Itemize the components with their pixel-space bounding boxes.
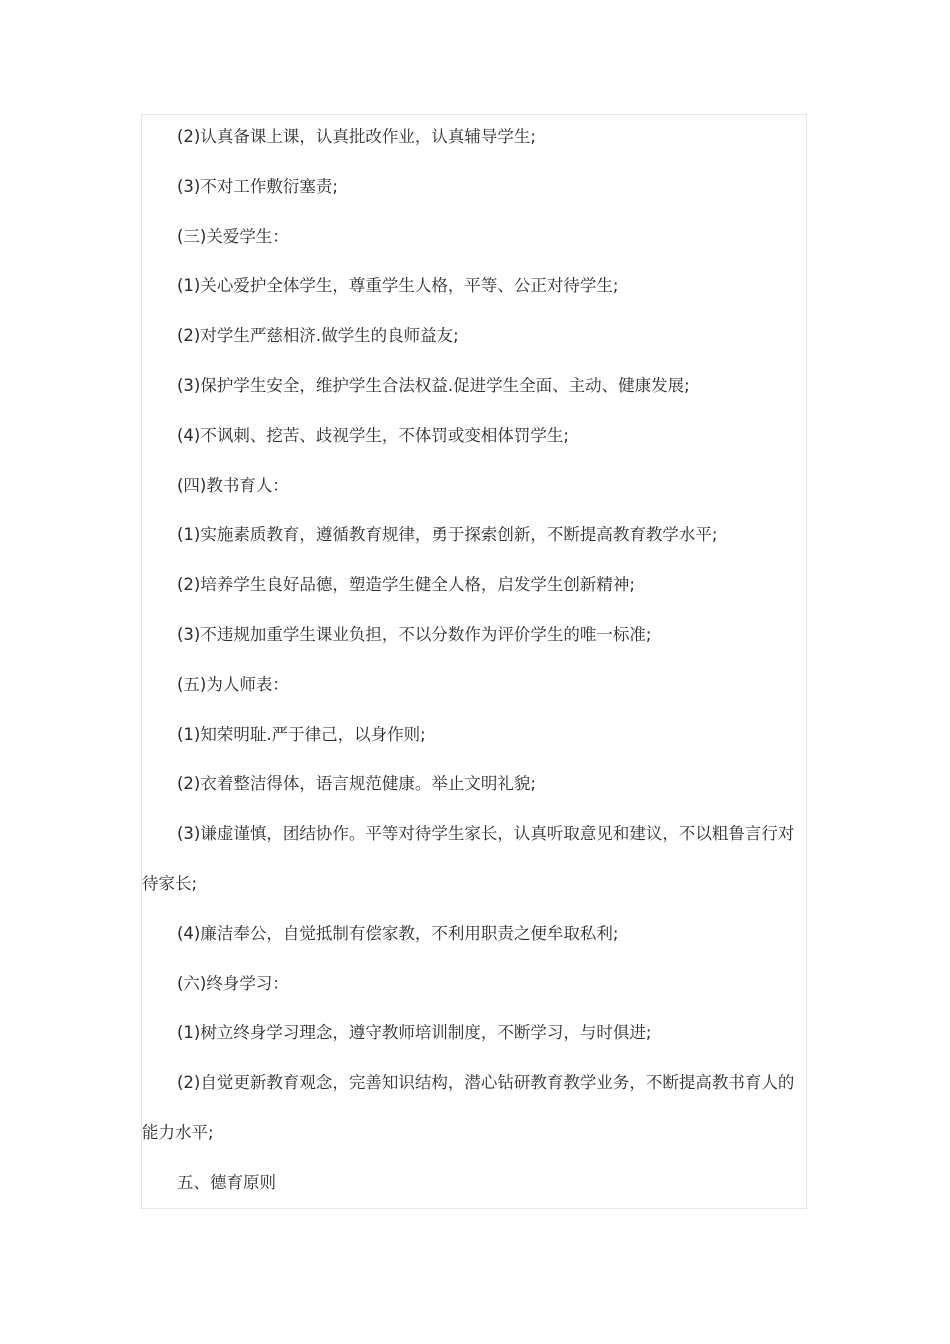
- paragraph-14: (2)衣着整洁得体，语言规范健康。举止文明礼貌;: [177, 774, 536, 794]
- paragraph-15: (3)谦虚谨慎，团结协作。平等对待学生家长，认真听取意见和建议，不以粗鲁言行对待家长;: [142, 824, 795, 893]
- paragraph-1: (2)认真备课上课，认真批改作业，认真辅导学生;: [177, 127, 536, 146]
- section-heading-moral-principles: 五、德育原则: [177, 1172, 276, 1192]
- section-heading-role-model: (五)为人师表：: [177, 674, 289, 694]
- paragraph-19: (2)自觉更新教育观念，完善知识结构，潜心钻研教育教学业务，不断提高教书育人的能力水平;: [142, 1073, 795, 1142]
- paragraph-4: (1)关心爱护全体学生，尊重学生人格，平等、公正对待学生;: [177, 276, 619, 296]
- section-heading-lifelong-learning: (六)终身学习：: [177, 973, 289, 993]
- paragraph-11: (3)不违规加重学生课业负担，不以分数作为评价学生的唯一标准;: [177, 624, 652, 644]
- paragraph-16: (4)廉洁奉公，自觉抵制有偿家教，不利用职责之便牟取私利;: [177, 923, 619, 943]
- section-heading-teaching: (四)教书育人：: [177, 475, 289, 495]
- paragraph-9: (1)实施素质教育，遵循教育规律，勇于探索创新，不断提高教育教学水平;: [177, 525, 718, 545]
- paragraph-7: (4)不讽刺、挖苦、歧视学生，不体罚或变相体罚学生;: [177, 425, 569, 445]
- paragraph-6: (3)保护学生安全，维护学生合法权益.促进学生全面、主动、健康发展;: [177, 375, 690, 395]
- paragraph-18: (1)树立终身学习理念，遵守教师培训制度，不断学习，与时俱进;: [177, 1023, 652, 1043]
- paragraph-2: (3)不对工作敷衍塞责;: [177, 176, 338, 196]
- paragraph-5: (2)对学生严慈相济.做学生的良师益友;: [177, 326, 459, 346]
- section-heading-care-students: (三)关爱学生：: [177, 226, 289, 246]
- paragraph-13: (1)知荣明耻.严于律己，以身作则;: [177, 724, 426, 744]
- document-body: [142, 112, 806, 1208]
- paragraph-10: (2)培养学生良好品德，塑造学生健全人格，启发学生创新精神;: [177, 575, 635, 595]
